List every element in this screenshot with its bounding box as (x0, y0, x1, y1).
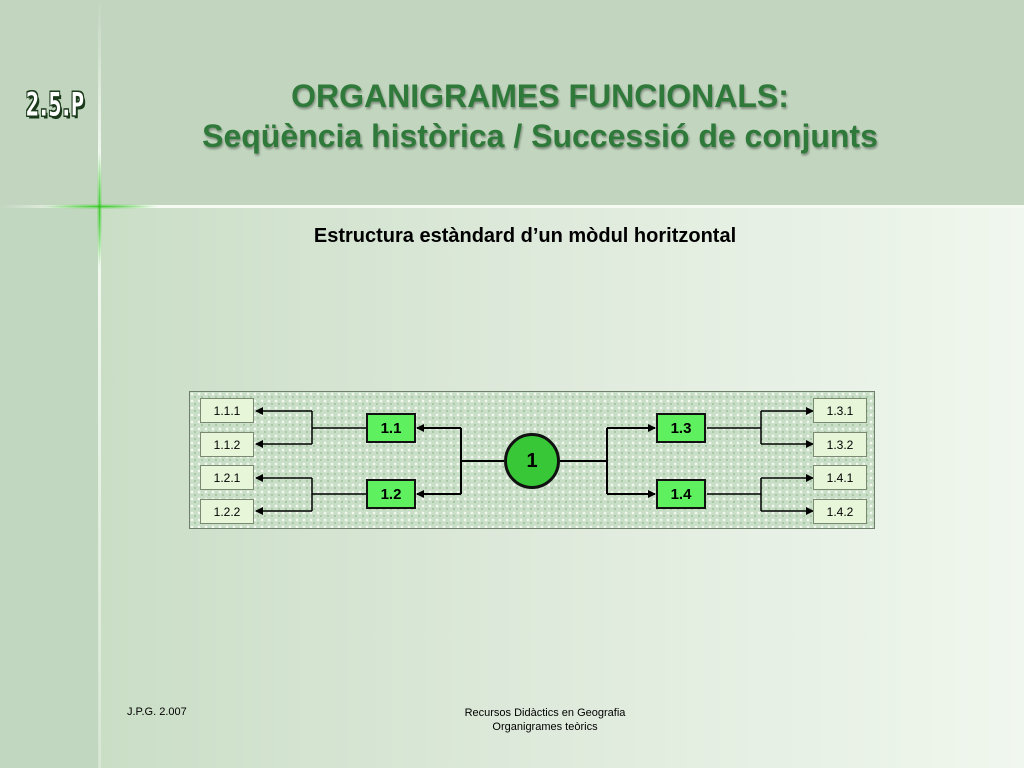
leaf-node-1-3-2: 1.3.2 (813, 432, 867, 457)
footer-credits (420, 706, 670, 734)
slide-code: 2.5.P (25, 88, 83, 125)
footer-credits-line-1: Recursos Didàctics en Geografia (464, 707, 626, 719)
leaf-node-1-2-1: 1.2.1 (200, 465, 254, 490)
footer-author: J.P.G. 2.007 (127, 706, 187, 718)
node-1-1: 1.1 (366, 413, 416, 443)
node-1-2: 1.2 (366, 479, 416, 509)
title-line-2: Seqüència històrica / Successió de conjunts (202, 118, 878, 154)
leaf-node-1-2-2: 1.2.2 (200, 499, 254, 524)
root-node: 1 (504, 433, 560, 489)
footer-credits-line-2: Organigrames teòrics (492, 721, 598, 733)
leaf-node-1-3-1: 1.3.1 (813, 398, 867, 423)
diagram-subtitle: Estructura estàndard d’un mòdul horitzontal (313, 225, 737, 247)
leaf-node-1-1-1: 1.1.1 (200, 398, 254, 423)
leaf-node-1-1-2: 1.1.2 (200, 432, 254, 457)
node-1-4: 1.4 (656, 479, 706, 509)
node-1-3: 1.3 (656, 413, 706, 443)
leaf-node-1-4-1: 1.4.1 (813, 465, 867, 490)
leaf-node-1-4-2: 1.4.2 (813, 499, 867, 524)
title-line-1: ORGANIGRAMES FUNCIONALS: (291, 78, 789, 114)
